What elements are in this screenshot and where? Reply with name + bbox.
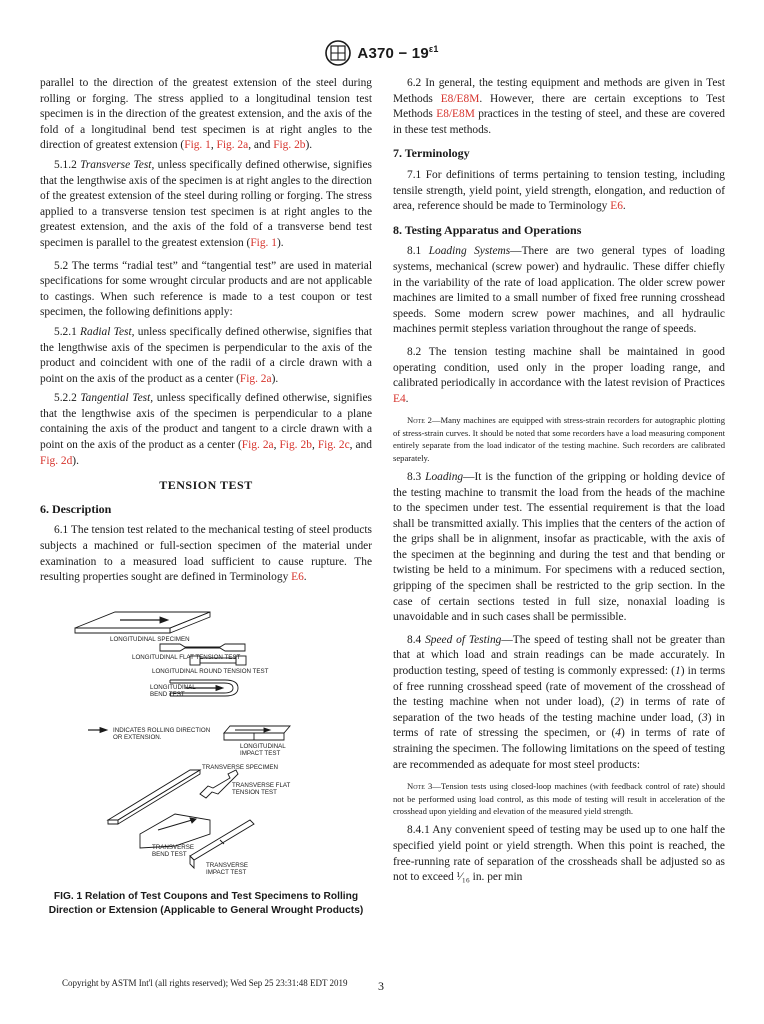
- label-trans-impact: TRANSVERSE IMPACT TEST: [206, 861, 248, 877]
- label-trans-flat-tension: TRANSVERSE FLAT TENSION TEST: [232, 781, 291, 797]
- astm-logo-icon: [325, 40, 351, 66]
- e6-link[interactable]: E6: [291, 571, 304, 584]
- paragraph-8-2: 8.2 The tension testing machine shall be maintained in good operating condition, used only in the proper loading range, and calibrated periodically in accordance with the latest revision of Practices E4.: [393, 345, 725, 405]
- label-long-impact: LONGITUDINAL IMPACT TEST: [240, 742, 286, 758]
- paragraph-8-3: 8.3 Loading—It is the function of the gripping or holding device of the testing machine to transmit the load from the heads of the machine to the specimen under test. The essential requirement is that the load shall be transmitted axially. This implies that the centers of the action of the grips shall be in alignment, insofar as practicable, with the axis of the specimen at the beginning and during the test and that bending or twisting be held to a minimum. For specimens with a reduced section, gripping of the specimen shall be restricted to the grip section. In the case of certain sections tested in full size, nonaxial loading is unavoidable and in such cases shall be permissible.: [393, 470, 725, 624]
- left-column: [40, 76, 372, 917]
- fig-2b-link[interactable]: Fig. 2b: [273, 139, 306, 152]
- copyright-footer: Copyright by ASTM Int'l (all rights reserved); Wed Sep 25 23:31:48 EDT 2019: [62, 978, 348, 988]
- fig-1-link[interactable]: Fig. 1: [250, 236, 277, 249]
- right-column: [393, 76, 725, 890]
- paragraph-7-1: 7.1 For definitions of terms pertaining to tension testing, including tensile strength, yield point, yield strength, elongation, and reduction of area, reference should be made to Terminology E6.: [393, 168, 725, 213]
- e8-link[interactable]: E8/E8M: [436, 108, 475, 121]
- longitudinal-flat-tension-specimen: [160, 644, 245, 651]
- section-6-title: 6. Description: [40, 501, 112, 516]
- paragraph-6-2: 6.2 In general, the testing equipment and methods are given in Test Methods E8/E8M. However, there are certain exceptions to Test Methods E8/E8M practices in the testing of steel, and these are covered in these test methods.: [393, 77, 725, 136]
- fig-2b-link[interactable]: Fig. 2b: [279, 439, 312, 452]
- fig-2a-link[interactable]: Fig. 2a: [239, 372, 272, 385]
- fig-2c-link[interactable]: Fig. 2c: [317, 439, 350, 452]
- longitudinal-impact-specimen: [224, 726, 290, 740]
- label-trans-bend: TRANSVERSE BEND TEST: [152, 843, 194, 859]
- paragraph-8-4: 8.4 Speed of Testing—The speed of testing shall not be greater than that at which load and strain readings can be made accurately. In production testing, speed of testing is commonly expressed: (1) in terms of free running crosshead speed (rate of movement of the crosshead of the testing machine when not under load), (2) in terms of rate of separation of the two heads of the testing machine under load, (3) in terms of rate of stressing the specimen, or (4) in terms of rate of straining the specimen. The following limitations on the speed of testing are recommended as adequate for most steel products:: [393, 633, 726, 771]
- paragraph-6-1: 6.1 The tension test related to the mechanical testing of steel products subjects a machined or full-section specimen of the material under examination to a measured load sufficient to cause rupture. The resulting properties sought are defined in Terminology E6.: [40, 524, 372, 584]
- document-designation: $A370 - 19^{\varepsilon 1}$: [357, 43, 439, 62]
- transverse-bend-specimen: [140, 814, 210, 848]
- paragraph-8-4-1: 8.4.1 Any convenient speed of testing may be used up to one half the specified yield point or yield strength. When this point is reached, the free-running rate of separation of the crossheads shall be adjusted so as not to exceed ¹⁄₁₆ in. per min: [393, 824, 725, 884]
- label-long-round-tension: LONGITUDINAL ROUND TENSION TEST: [152, 667, 269, 675]
- transverse-impact-specimen: [190, 820, 254, 868]
- e8-link[interactable]: E8/E8M: [440, 92, 480, 105]
- note-2: Note 2—Many machines are equipped with stress-strain recorders for autographic plotting of stress-strain curves. It should be noted that some recorders have a load measuring component entirely separate from the load indicator of the testing machine. Such recorders are calibrated separately.: [393, 415, 725, 463]
- paragraph-5-2-2: 5.2.2 Tangential Test, unless specifically defined otherwise, signifies that the lengthwise axis of the specimen is perpendicular to a plane containing the axis of the product and tangent to a circle drawn with a point on the axis of the product as a center (Fig. 2a, Fig. 2b, Fig. 2c, and Fig. 2d).: [40, 392, 372, 467]
- note-3: Note 3—Tension tests using closed-loop machines (with feedback control of rate) should not be performed using load control, as this mode of testing will result in acceleration of the crosshead upon yielding and elevation of the measured yield strength.: [393, 781, 725, 816]
- label-longitudinal-specimen: LONGITUDINAL SPECIMEN: [110, 635, 190, 643]
- paragraph-5-1-2: 5.1.2 Transverse Test, unless specifically defined otherwise, signifies that the lengthwise axis of the specimen is at right angles to the direction of the greatest extension of the steel during rolling or forging. The stress applied to a transverse tension test specimen is at right angles to the greatest extension, and the axis of the fold of a transverse bend test specimen is parallel to the greatest extension (Fig. 1).: [40, 158, 372, 249]
- paragraph-5-1-1-cont: parallel to the direction of the greatest extension of the steel during rolling or forging. The stress applied to a longitudinal tension test specimen is in the direction of the greatest extension, and the axis of the fold of a longitudinal bend test specimen is at right angles to the direction of greatest extension (Fig. 1, Fig. 2a, and Fig. 2b).: [40, 77, 372, 152]
- label-transverse-specimen: TRANSVERSE SPECIMEN: [202, 763, 278, 771]
- tension-test-heading: TENSION TEST: [159, 478, 253, 493]
- page-header: [0, 38, 764, 68]
- label-long-bend: LONGITUDINAL BEND TEST: [150, 683, 196, 699]
- section-7-title: 7. Terminology: [393, 146, 470, 161]
- figure-1: [40, 598, 372, 888]
- fig-2a-link[interactable]: Fig. 2a: [216, 139, 249, 152]
- e4-link[interactable]: E4: [393, 392, 406, 405]
- paragraph-5-2-1: 5.2.1 Radial Test, unless specifically defined otherwise, signifies that the lengthwise axis of the specimen is perpendicular to the axis of the product and coincident with one of the radii of a circle drawn with a point on the axis of the product as a center (Fig. 2a).: [40, 325, 372, 385]
- longitudinal-specimen-plate: [75, 612, 210, 633]
- page-number: 3: [378, 979, 384, 993]
- rolling-direction-arrow-icon: [88, 727, 107, 732]
- figure-1-caption: FIG. 1 Relation of Test Coupons and Test Specimens to Rolling Direction or Extension (Applicable to General Wrought Products): [48, 890, 364, 916]
- paragraph-5-2: 5.2 The terms “radial test” and “tangential test” are used in material specifications for some wrought circular products and are not applicable to castings. When such reference is made to a test coupon or test specimen, the following definitions apply:: [40, 259, 372, 319]
- fig-1-link[interactable]: Fig. 1: [184, 139, 211, 152]
- section-8-title: 8. Testing Apparatus and Operations: [393, 222, 582, 237]
- label-rolling-direction: INDICATES ROLLING DIRECTION OR EXTENSION.: [113, 726, 211, 742]
- label-long-flat-tension: LONGITUDINAL FLAT TENSION TEST: [132, 653, 241, 661]
- paragraph-8-1: 8.1 Loading Systems—There are two general types of loading systems, mechanical (screw power) and hydraulic. These differ chiefly in the variability of the rate of load application. The older screw power machines are limited to a small number of fixed free running crosshead speeds. Some modern screw power machines, and all hydraulic machines permit stepless variation throughout the range of speeds.: [393, 245, 725, 336]
- figure-1-drawing: [40, 598, 372, 888]
- e6-link[interactable]: E6: [610, 200, 623, 213]
- fig-2a-link[interactable]: Fig. 2a: [241, 439, 274, 452]
- fig-2d-link[interactable]: Fig. 2d: [40, 454, 73, 467]
